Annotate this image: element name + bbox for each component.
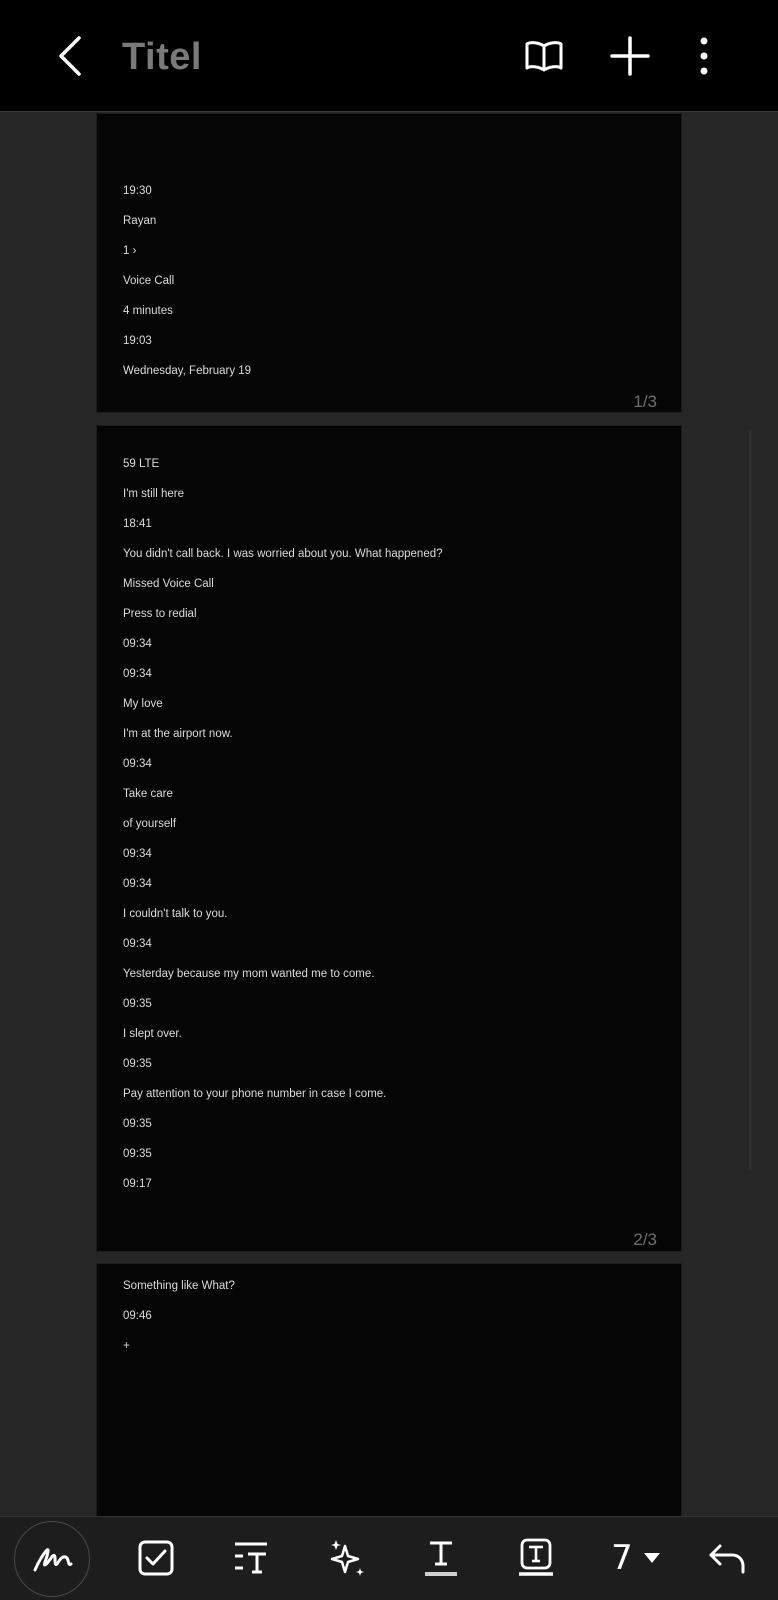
checkbox-icon xyxy=(138,1540,174,1576)
text-line: 19:30 xyxy=(123,185,152,197)
chevron-left-icon xyxy=(55,34,85,78)
scrollbar[interactable] xyxy=(749,430,752,1170)
page-title[interactable]: Titel xyxy=(122,36,202,78)
add-page-button[interactable] xyxy=(604,30,656,82)
text-line: You didn't call back. I was worried about you. What happened? xyxy=(123,548,443,560)
text-line: Pay attention to your phone number in case I come. xyxy=(123,1088,387,1100)
text-line: I couldn't talk to you. xyxy=(123,908,228,920)
text-line: Take care xyxy=(123,788,173,800)
text-line: 59 LTE xyxy=(123,458,160,470)
text-style-button[interactable] xyxy=(220,1527,282,1589)
text-size-value: 7 xyxy=(611,1538,633,1578)
editing-toolbar xyxy=(0,1516,778,1600)
text-line: Press to redial xyxy=(123,608,197,620)
text-line: 09:34 xyxy=(123,938,152,950)
text-line: 18:41 xyxy=(123,518,152,530)
text-line: + xyxy=(123,1340,130,1352)
plus-icon xyxy=(610,36,650,76)
ai-sparkle-icon xyxy=(327,1538,367,1578)
text-line: 09:35 xyxy=(123,1148,152,1160)
text-line: 19:03 xyxy=(123,335,152,347)
text-line: My love xyxy=(123,698,163,710)
text-line: 09:35 xyxy=(123,1118,152,1130)
text-underline-icon xyxy=(423,1538,459,1578)
note-page-2[interactable] xyxy=(97,426,681,1251)
text-line: 09:35 xyxy=(123,998,152,1010)
text-line: 09:46 xyxy=(123,1310,152,1322)
undo-icon xyxy=(708,1540,746,1576)
text-line: 4 minutes xyxy=(123,305,173,317)
page-number: 2/3 xyxy=(633,1230,657,1249)
text-line: 09:34 xyxy=(123,638,152,650)
text-line: of yourself xyxy=(123,818,177,830)
text-line: Something like What? xyxy=(123,1280,235,1292)
text-line: 09:34 xyxy=(123,878,152,890)
pen-icon xyxy=(31,1544,73,1574)
more-vertical-icon xyxy=(698,36,710,76)
text-format-button[interactable] xyxy=(410,1527,472,1589)
text-line: 09:17 xyxy=(123,1178,152,1190)
text-box-button[interactable] xyxy=(505,1527,567,1589)
reading-mode-button[interactable] xyxy=(518,30,570,82)
dropdown-arrow-icon xyxy=(643,1552,661,1564)
text-line: I'm at the airport now. xyxy=(123,728,233,740)
book-icon xyxy=(524,38,564,74)
text-line: Wednesday, February 19 xyxy=(123,365,252,377)
more-options-button[interactable] xyxy=(678,30,730,82)
text-size-dropdown[interactable] xyxy=(600,1527,672,1589)
text-style-icon xyxy=(231,1540,271,1576)
text-line: I slept over. xyxy=(123,1028,182,1040)
text-line: Yesterday because my mom wanted me to come. xyxy=(123,968,375,980)
undo-button[interactable] xyxy=(696,1527,758,1589)
top-app-bar xyxy=(0,0,778,112)
text-line: I'm still here xyxy=(123,488,184,500)
checkbox-button[interactable] xyxy=(125,1527,187,1589)
text-line: 1 › xyxy=(123,245,137,257)
text-line: 09:34 xyxy=(123,758,152,770)
text-line: Voice Call xyxy=(123,275,175,287)
note-page-3[interactable] xyxy=(97,1264,681,1516)
text-line: 09:34 xyxy=(123,848,152,860)
text-line: 09:35 xyxy=(123,1058,152,1070)
note-page-1[interactable] xyxy=(97,114,681,412)
text-line: Missed Voice Call xyxy=(123,578,214,590)
pen-mode-button[interactable] xyxy=(14,1521,90,1597)
text-line: Rayan xyxy=(123,215,157,227)
text-box-icon xyxy=(517,1538,555,1578)
back-button[interactable] xyxy=(44,30,96,82)
text-line: 09:34 xyxy=(123,668,152,680)
page-number: 1/3 xyxy=(633,392,657,411)
ai-assist-button[interactable] xyxy=(316,1527,378,1589)
